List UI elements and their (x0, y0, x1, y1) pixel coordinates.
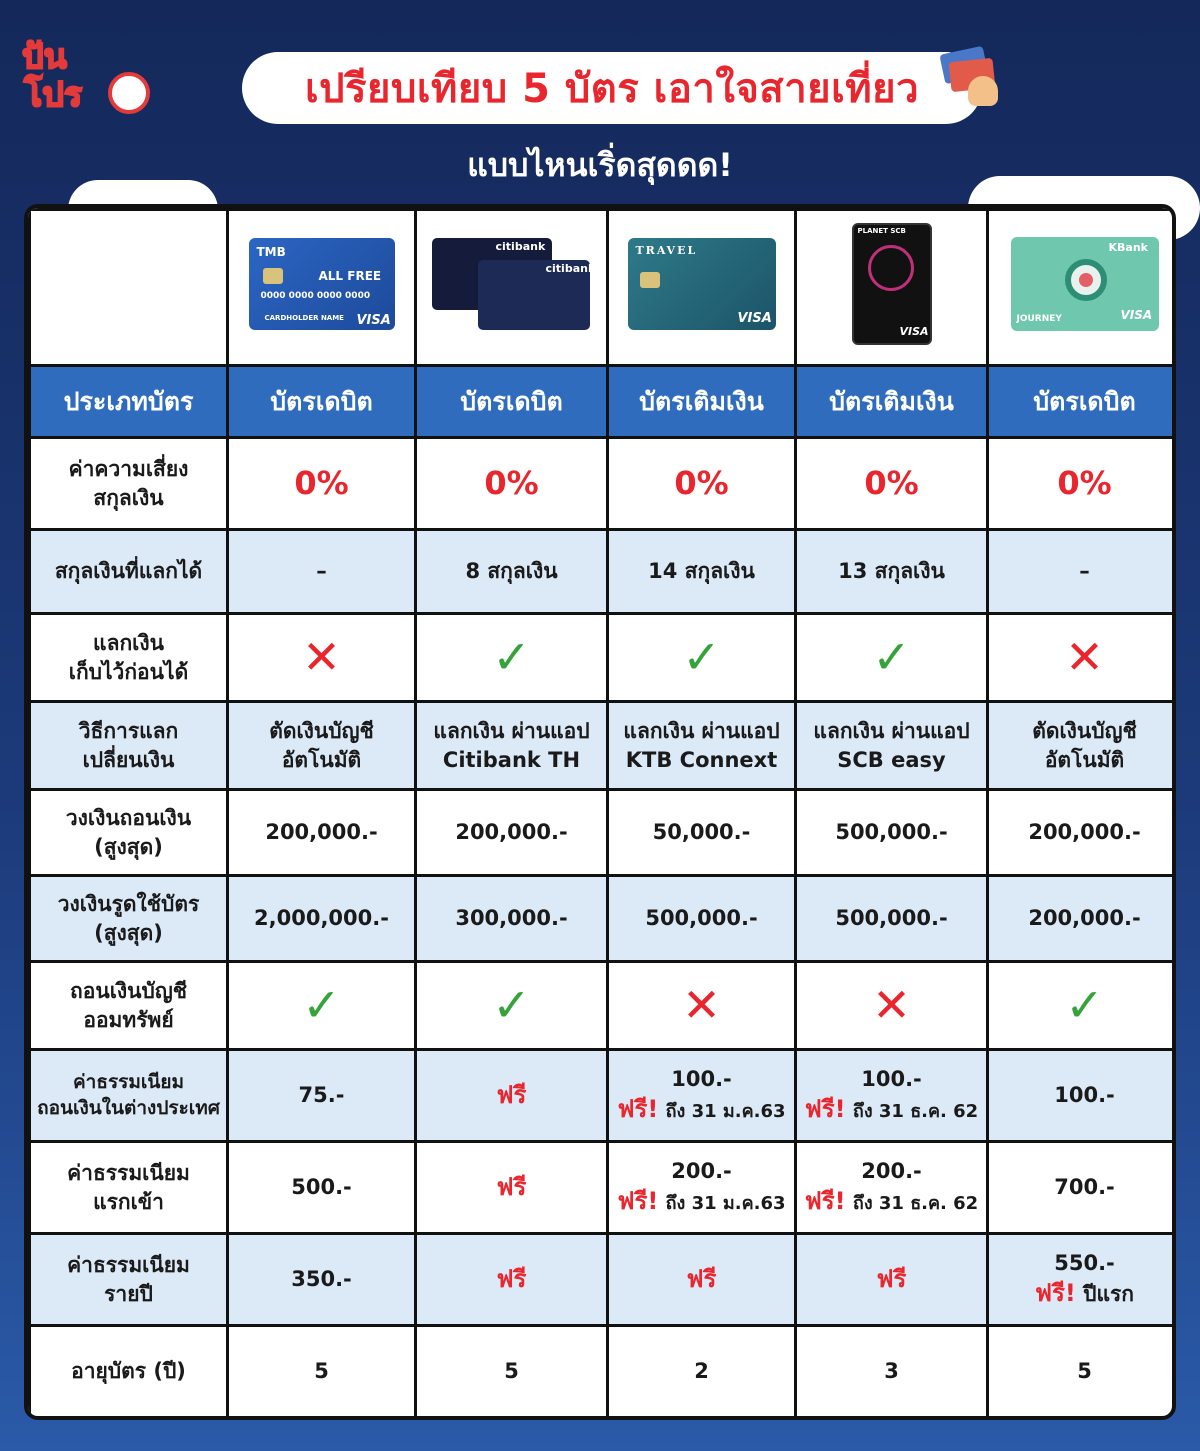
cell-value (228, 614, 416, 702)
cell-value: – (988, 530, 1177, 614)
tmb-brand: TMB (256, 244, 286, 259)
logo-line2: โปร (24, 75, 83, 115)
tmb-card-name: ALL FREE (318, 268, 382, 283)
promo-note: ถึง 31 ม.ค.63 (665, 1101, 786, 1123)
cell-value (416, 702, 608, 790)
cell-value: 3 (796, 1326, 988, 1418)
row-label (30, 876, 228, 962)
cell-value: 700.- (988, 1142, 1177, 1234)
row-preexchange (30, 614, 1177, 702)
row-currencies (30, 530, 1177, 614)
row-exchange-method (30, 702, 1177, 790)
cell-value (608, 962, 796, 1050)
row-card-life (30, 1326, 1177, 1418)
page-title: เปรียบเทียบ 5 บัตร เอาใจสายเที่ยว (304, 66, 920, 112)
row-label (30, 1142, 228, 1234)
cell-value: บัตรเติมเงิน (608, 366, 796, 438)
row-label: ประเภทบัตร (30, 366, 228, 438)
promo-note: ปีแรก (1083, 1282, 1134, 1307)
card-cell-scb (796, 210, 988, 366)
ktb-travel-card-image (628, 238, 776, 330)
cell-value: 500,000.- (796, 790, 988, 876)
cell-value (796, 962, 988, 1050)
method-line1: แลกเงิน ผ่านแอป (623, 719, 780, 744)
fee-amount: 550.- (1054, 1251, 1115, 1276)
check-icon: ✓ (492, 630, 531, 685)
citi-brand-back: citibank (495, 239, 546, 253)
row-label: อายุบัตร (ปี) (30, 1326, 228, 1418)
row-label (30, 702, 228, 790)
cell-value (796, 1234, 988, 1326)
cell-value: 75.- (228, 1050, 416, 1142)
page-subtitle: แบบไหนเริ่ดสุดดด! (467, 146, 733, 184)
label-line2: ถอนเงินในต่างประเทศ (37, 1096, 220, 1119)
tmb-card-network: VISA (356, 312, 391, 328)
method-line2: SCB easy (837, 747, 946, 772)
ktb-card-name: TRAVEL (635, 243, 698, 257)
title-banner (242, 52, 982, 124)
cell-value (228, 962, 416, 1050)
scb-card-name: PLANET SCB (857, 226, 906, 235)
label-line1: ค่าธรรมเนียม (67, 1253, 190, 1278)
cell-value (796, 1050, 988, 1142)
cell-value: 13 สกุลเงิน (796, 530, 988, 614)
label-line1: ค่าธรรมเนียม (72, 1070, 185, 1093)
cell-value (228, 702, 416, 790)
cell-value (416, 1050, 608, 1142)
cell-value (416, 1234, 608, 1326)
row-savings-withdraw (30, 962, 1177, 1050)
hand-holding-cards-icon (942, 46, 1000, 108)
ktb-card-network: VISA (737, 310, 772, 326)
cell-value: 50,000.- (608, 790, 796, 876)
label-line2: แรกเข้า (93, 1189, 164, 1214)
cell-value (416, 962, 608, 1050)
cell-value: 500,000.- (796, 876, 988, 962)
row-withdraw-limit (30, 790, 1177, 876)
cell-value (608, 1234, 796, 1326)
cell-value: 14 สกุลเงิน (608, 530, 796, 614)
cell-value (796, 1142, 988, 1234)
citibank-card-image (432, 238, 596, 330)
card-cell-kbank (988, 210, 1177, 366)
fee-amount: 200.- (861, 1159, 922, 1184)
cell-value: 8 สกุลเงิน (416, 530, 608, 614)
label-line1: ค่าธรรมเนียม (67, 1161, 190, 1186)
card-cell-tmb (228, 210, 416, 366)
label-line2: (สูงสุด) (94, 834, 163, 859)
cell-value (608, 702, 796, 790)
free-label: ฟรี (496, 1265, 527, 1294)
free-label: ฟรี! (617, 1095, 659, 1124)
cross-icon: ✕ (682, 978, 721, 1033)
free-label: ฟรี (496, 1081, 527, 1110)
cell-value: 5 (228, 1326, 416, 1418)
cell-value: บัตรเดบิต (228, 366, 416, 438)
cell-value: 350.- (228, 1234, 416, 1326)
method-line2: อัตโนมัติ (281, 747, 362, 772)
cell-value (608, 614, 796, 702)
cell-value: 5 (416, 1326, 608, 1418)
tmb-card-holder: CARDHOLDER NAME (264, 313, 344, 322)
cell-value: 5 (988, 1326, 1177, 1418)
percent-value: 0% (674, 463, 729, 502)
card-cell-citi (416, 210, 608, 366)
cell-value (796, 614, 988, 702)
card-images-row (30, 210, 1177, 366)
cell-value: – (228, 530, 416, 614)
card-cell-ktb (608, 210, 796, 366)
free-label: ฟรี! (617, 1187, 659, 1216)
cell-value: บัตรเดบิต (416, 366, 608, 438)
row-spend-limit (30, 876, 1177, 962)
row-overseas-withdraw-fee (30, 1050, 1177, 1142)
cell-value: 2,000,000.- (228, 876, 416, 962)
cell-value (988, 438, 1177, 530)
percent-value: 0% (484, 463, 539, 502)
row-label (30, 962, 228, 1050)
cell-value (228, 438, 416, 530)
free-label: ฟรี (686, 1265, 717, 1294)
row-card-type (30, 366, 1177, 438)
row-entry-fee (30, 1142, 1177, 1234)
cell-value: 500,000.- (608, 876, 796, 962)
cell-value (796, 438, 988, 530)
check-icon: ✓ (682, 630, 721, 685)
empty-header-cell (30, 210, 228, 366)
cell-value (608, 438, 796, 530)
free-label: ฟรี (496, 1173, 527, 1202)
cell-value: 300,000.- (416, 876, 608, 962)
label-line1: ถอนเงินบัญชี (70, 979, 187, 1004)
promo-note: ถึง 31 ธ.ค. 62 (852, 1101, 979, 1123)
method-line2: Citibank TH (442, 747, 581, 772)
cross-icon: ✕ (1065, 630, 1104, 685)
tmb-card-image (249, 238, 395, 330)
method-line1: ตัดเงินบัญชี (269, 719, 374, 744)
free-label: ฟรี (876, 1265, 907, 1294)
method-line1: แลกเงิน ผ่านแอป (433, 719, 590, 744)
cross-icon: ✕ (302, 630, 341, 685)
kbank-brand: KBank (1108, 240, 1148, 254)
label-line1: แลกเงิน (93, 631, 164, 656)
cell-value (608, 1050, 796, 1142)
cell-value (988, 702, 1177, 790)
label-line2: ออมทรัพย์ (83, 1007, 174, 1032)
panpro-logo (22, 38, 132, 128)
row-label (30, 1050, 228, 1142)
fee-amount: 100.- (861, 1067, 922, 1092)
row-label (30, 1234, 228, 1326)
scb-card-network: VISA (899, 324, 929, 338)
check-icon: ✓ (872, 630, 911, 685)
shopping-bag-icon (108, 72, 150, 114)
tmb-card-number: 0000 0000 0000 0000 (260, 290, 371, 301)
comparison-table (24, 204, 1176, 1420)
cell-value: 200,000.- (988, 876, 1177, 962)
label-line1: ค่าความเสี่ยง (68, 457, 189, 482)
cell-value: 100.- (988, 1050, 1177, 1142)
fee-amount: 200.- (671, 1159, 732, 1184)
promo-note: ถึง 31 ธ.ค. 62 (852, 1193, 979, 1215)
percent-value: 0% (864, 463, 919, 502)
cell-value: 500.- (228, 1142, 416, 1234)
free-label: ฟรี! (804, 1187, 846, 1216)
check-icon: ✓ (1065, 978, 1104, 1033)
logo-line1: ปัน (22, 37, 67, 77)
cell-value: 2 (608, 1326, 796, 1418)
cell-value (796, 702, 988, 790)
label-line1: วงเงินถอนเงิน (65, 806, 192, 831)
kbank-card-network: VISA (1120, 307, 1153, 322)
kbank-journey-card-image (1011, 237, 1159, 331)
row-annual-fee (30, 1234, 1177, 1326)
kbank-card-name: JOURNEY (1016, 313, 1062, 324)
label-line1: วงเงินรูดใช้บัตร (57, 892, 200, 917)
label-line2: (สูงสุด) (94, 920, 163, 945)
promo-note: ถึง 31 ม.ค.63 (665, 1193, 786, 1215)
method-line2: อัตโนมัติ (1044, 747, 1125, 772)
cross-icon: ✕ (872, 978, 911, 1033)
cell-value (988, 614, 1177, 702)
check-icon: ✓ (492, 978, 531, 1033)
row-label: สกุลเงินที่แลกได้ (30, 530, 228, 614)
row-fx-risk (30, 438, 1177, 530)
label-line2: เปลี่ยนเงิน (82, 747, 175, 772)
scb-planet-card-image (852, 223, 932, 345)
label-line2: เก็บไว้ก่อนได้ (68, 659, 189, 684)
cell-value: 200,000.- (228, 790, 416, 876)
label-line2: รายปี (104, 1281, 153, 1306)
cell-value (416, 1142, 608, 1234)
cell-value (988, 962, 1177, 1050)
free-label: ฟรี! (804, 1095, 846, 1124)
row-label (30, 790, 228, 876)
method-line1: ตัดเงินบัญชี (1032, 719, 1137, 744)
cell-value (988, 1234, 1177, 1326)
cell-value: 200,000.- (988, 790, 1177, 876)
row-label (30, 614, 228, 702)
cell-value (416, 614, 608, 702)
method-line1: แลกเงิน ผ่านแอป (813, 719, 970, 744)
fee-amount: 100.- (671, 1067, 732, 1092)
row-label (30, 438, 228, 530)
camera-lens-graphic (1065, 259, 1107, 301)
percent-value: 0% (294, 463, 349, 502)
check-icon: ✓ (302, 978, 341, 1033)
citi-brand-front: citibank (545, 261, 596, 275)
cell-value: 200,000.- (416, 790, 608, 876)
cell-value: บัตรเดบิต (988, 366, 1177, 438)
cell-value: บัตรเติมเงิน (796, 366, 988, 438)
percent-value: 0% (1057, 463, 1112, 502)
cell-value (608, 1142, 796, 1234)
label-line2: สกุลเงิน (93, 485, 164, 510)
label-line1: วิธีการแลก (78, 719, 179, 744)
cell-value (416, 438, 608, 530)
free-label: ฟรี! (1035, 1279, 1076, 1308)
method-line2: KTB Connext (625, 747, 778, 772)
